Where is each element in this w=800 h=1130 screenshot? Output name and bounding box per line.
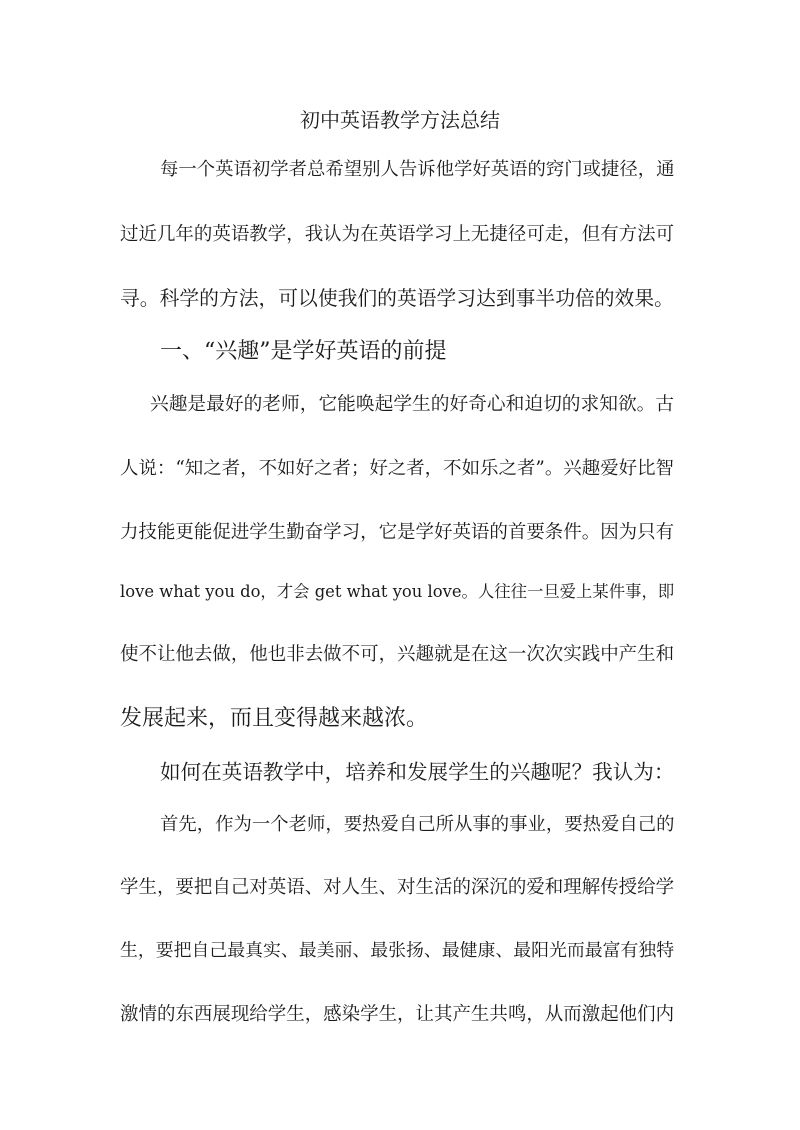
paragraph-line: 兴趣是最好的老师，它能唤起学生的好奇心和迫切的求知欲。古 — [150, 394, 675, 415]
paragraph-line: 使不让他去做，他也非去做不可，兴趣就是在这一次次实践中产生和 — [120, 644, 675, 665]
section-heading: 一、“兴趣”是学好英语的前提 — [160, 339, 447, 364]
paragraph-line: 发展起来，而且变得越来越浓。 — [120, 706, 429, 731]
document-title: 初中英语教学方法总结 — [300, 108, 500, 132]
paragraph-line: 学生，要把自己对英语、对人生、对生活的深沉的爱和理解传授给学 — [120, 877, 675, 898]
paragraph-line: 每一个英语初学者总希望别人告诉他学好英语的窍门或捷径，通 — [160, 159, 675, 180]
paragraph-line: 首先，作为一个老师，要热爱自己所从事的事业，要热爱自己的 — [160, 814, 675, 835]
paragraph-line: 过近几年的英语教学，我认为在英语学习上无捷径可走，但有方法可 — [120, 224, 675, 245]
paragraph-line: 激情的东西展现给学生，感染学生，让其产生共鸣，从而激起他们内 — [120, 1004, 675, 1025]
paragraph-line: 如何在英语教学中，培养和发展学生的兴趣呢？我认为： — [160, 760, 675, 784]
paragraph-line: 力技能更能促进学生勤奋学习，它是学好英语的首要条件。因为只有 — [120, 522, 675, 543]
paragraph-line: 寻。科学的方法，可以使我们的英语学习达到事半功倍的效果。 — [120, 287, 674, 310]
paragraph-line: 生，要把自己最真实、最美丽、最张扬、最健康、最阳光而最富有独特 — [120, 940, 675, 961]
paragraph-line: love what you do，才会 get what you love。人往往一旦爱上某件事，即 — [120, 582, 675, 601]
paragraph-line: 人说：“知之者，不如好之者；好之者，不如乐之者”。兴趣爱好比智 — [120, 458, 675, 479]
